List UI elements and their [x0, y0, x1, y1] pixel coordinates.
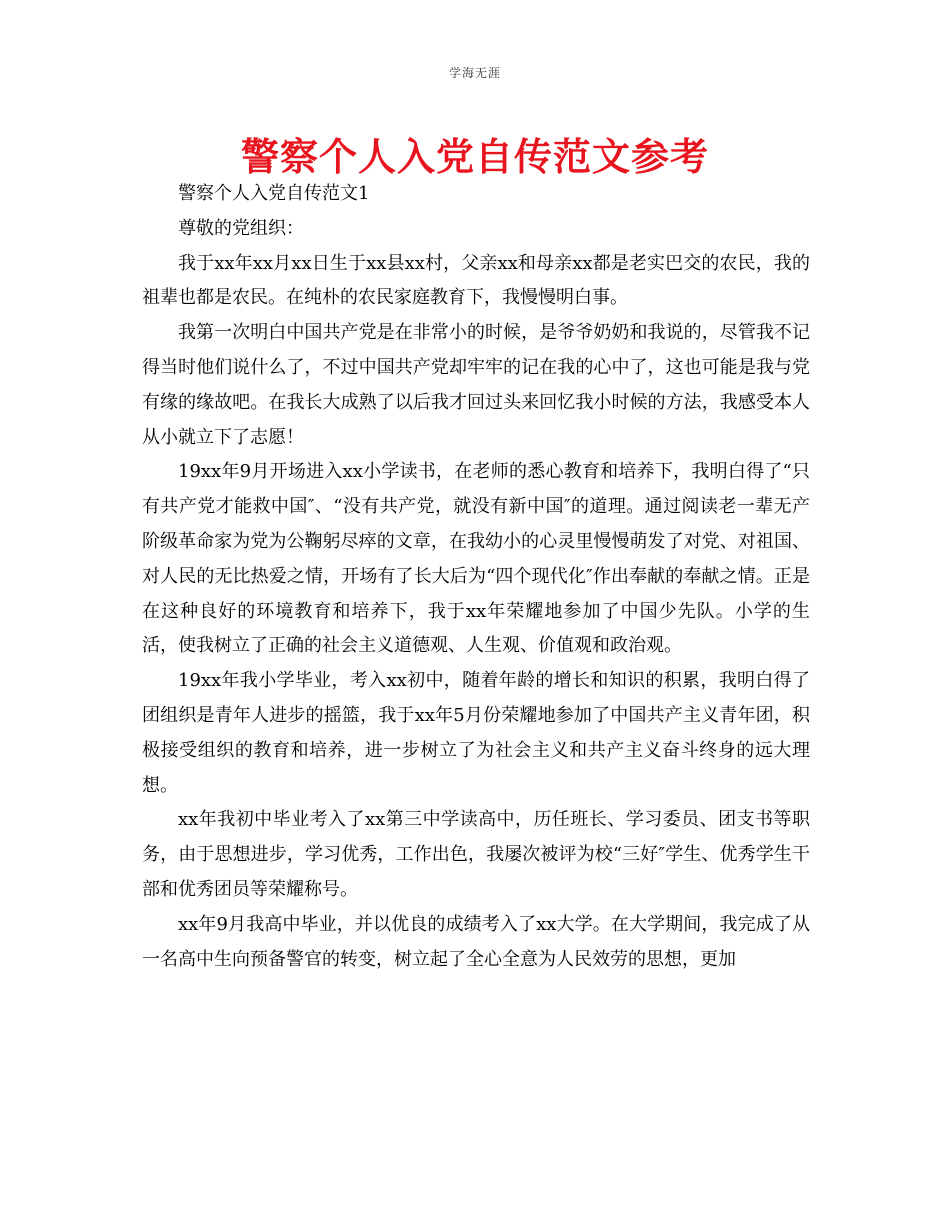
document-title: 警察个人入党自传范文参考: [240, 135, 709, 179]
paragraph-first-knowledge: 我第一次明白中国共产党是在非常小的时候，是爷爷奶奶和我说的，尽管我不记得当时他们说什么了，不过中国共产党却牢牢的记在我的心中了，这也可能是我与党有缘的缘故吧。在我长大成熟了以后我才回过头来回忆我小时候的方法，我感受本人从小就立下了志愿！: [142, 322, 810, 448]
subtitle-line: 警察个人入党自传范文1: [178, 183, 370, 204]
paragraph-university: xx年9月我高中毕业，并以优良的成绩考入了xx大学。在大学期间，我完成了从一名高中生向预备警官的转变，树立起了全心全意为人民效劳的思想，更加: [142, 913, 810, 970]
document-body: [142, 177, 810, 977]
paragraph-high-school: xx年我初中毕业考入了xx第三中学读高中，历任班长、学习委员、团支书等职务，由于思想进步，学习优秀，工作出色，我屡次被评为校“三好″学生、优秀学生干部和优秀团员等荣耀称号。: [142, 809, 810, 900]
paragraph-middle-school: 19xx年我小学毕业，考入xx初中，随着年龄的增长和知识的积累，我明白得了团组织是青年人进步的摇篮，我于xx年5月份荣耀地参加了中国共产主义青年团，积极接受组织的教育和培养，进一步树立了为社会主义和共产主义奋斗终身的远大理想。: [142, 670, 810, 796]
page-header: 学海无涯: [448, 66, 501, 80]
paragraph-primary-school: 19xx年9月开场进入xx小学读书，在老师的悉心教育和培养下，我明白得了“只有共产党才能救中国″、“没有共产党，就没有新中国″的道理。通过阅读老一辈无产阶级革命家为党为公鞠躬尽瘁的文章，在我幼小的心灵里慢慢萌发了对党、对祖国、对人民的无比热爱之情，开场有了长大后为“四个现代化″作出奉献的奉献之情。正是在这种良好的环境教育和培养下，我于xx年荣耀地参加了中国少先队。小学的生活，使我树立了正确的社会主义道德观、人生观、价值观和政治观。: [142, 461, 810, 657]
paragraph-birth: 我于xx年xx月xx日生于xx县xx村，父亲xx和母亲xx都是老实巴交的农民，我的祖辈也都是农民。在纯朴的农民家庭教育下，我慢慢明白事。: [142, 252, 810, 309]
salutation-line: 尊敬的党组织：: [178, 217, 304, 239]
